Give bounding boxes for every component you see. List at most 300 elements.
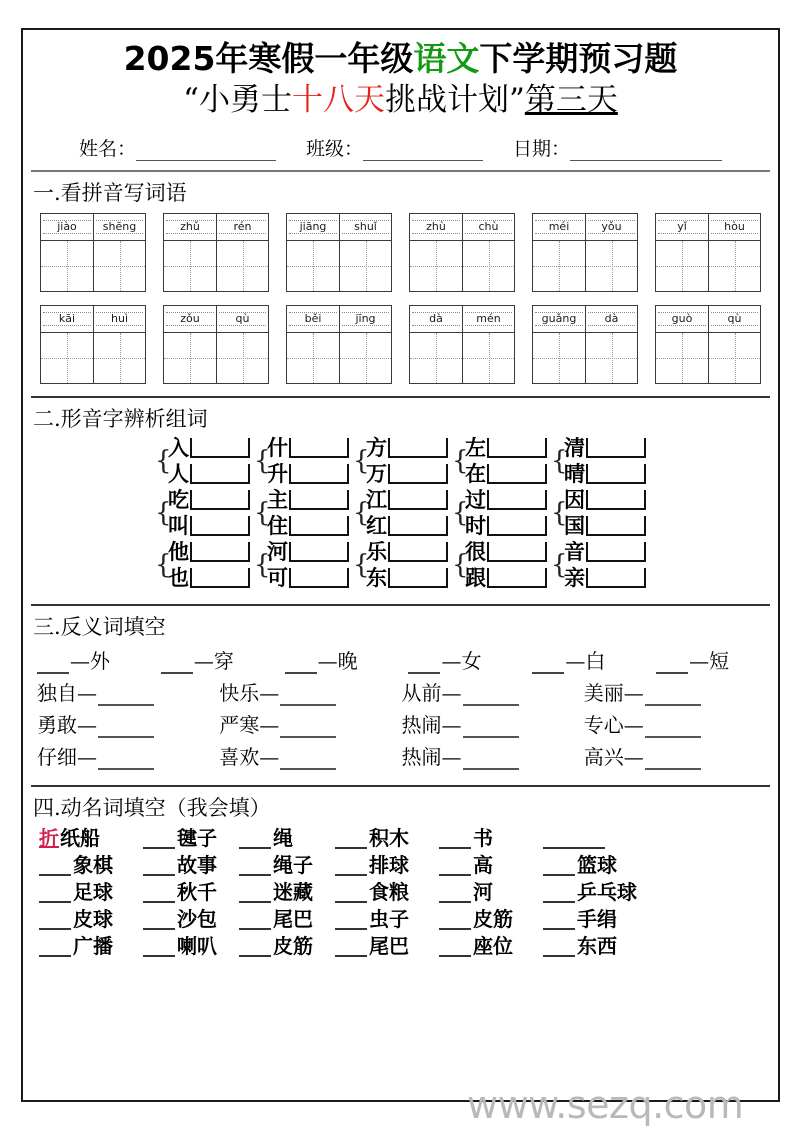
answer-bracket-box[interactable]	[190, 516, 250, 536]
page-title-line1	[23, 40, 778, 78]
homophone-character: 万	[366, 460, 387, 486]
answer-bracket-box[interactable]	[487, 516, 547, 536]
pinyin-char-cell[interactable]	[533, 306, 585, 383]
brace-icon: {	[353, 549, 370, 580]
answer-blank[interactable]	[143, 943, 175, 957]
answer-bracket-box[interactable]	[289, 438, 349, 458]
homophone-character: 主	[267, 486, 288, 512]
pinyin-label-cell	[463, 306, 514, 333]
date-label: 日期：	[513, 137, 571, 160]
student-info-row	[23, 134, 778, 161]
pinyin-char-cell[interactable]	[164, 306, 216, 383]
answer-bracket-box[interactable]	[388, 542, 448, 562]
writing-grid-square[interactable]	[656, 241, 708, 291]
date-input-line[interactable]	[570, 144, 722, 161]
answer-blank[interactable]	[645, 755, 701, 770]
homophone-line	[168, 460, 250, 486]
pinyin-char-cell[interactable]	[462, 214, 514, 291]
antonym-word: 仔细—	[37, 744, 97, 769]
brace-icon: {	[254, 445, 271, 476]
answer-bracket-box[interactable]	[289, 490, 349, 510]
answer-bracket-box[interactable]	[487, 464, 547, 484]
homophone-line	[366, 434, 448, 460]
antonym-word: —外	[70, 648, 110, 673]
name-input-line[interactable]	[136, 144, 276, 161]
homophone-character: 清	[564, 434, 585, 460]
homophone-column	[254, 434, 349, 590]
answer-bracket-box[interactable]	[289, 516, 349, 536]
answer-bracket-box[interactable]	[388, 438, 448, 458]
pinyin-char-cell[interactable]	[533, 214, 585, 291]
homophone-line	[564, 538, 646, 564]
antonym-word: 勇敢—	[37, 712, 97, 737]
pinyin-label-cell	[340, 214, 391, 241]
answer-blank[interactable]	[239, 943, 271, 957]
writing-grid-square[interactable]	[164, 241, 216, 291]
answer-bracket-box[interactable]	[586, 542, 646, 562]
pinyin-text: hòu	[724, 220, 745, 234]
verb-noun-item	[543, 827, 673, 849]
writing-grid-square[interactable]	[410, 333, 462, 383]
title-suffix: 下学期预习题	[479, 39, 678, 78]
pinyin-text: méi	[548, 220, 570, 234]
pinyin-word-box[interactable]	[40, 305, 146, 384]
brace-icon: {	[155, 445, 172, 476]
pinyin-text: chù	[478, 220, 499, 234]
homophone-line	[267, 538, 349, 564]
antonym-first-row	[37, 645, 764, 674]
homophone-character: 可	[267, 564, 288, 590]
pinyin-label-cell	[287, 214, 339, 241]
antonym-word: 快乐—	[219, 680, 280, 705]
answer-blank[interactable]	[543, 835, 605, 849]
homophone-pair	[254, 486, 349, 538]
pinyin-text: shēng	[102, 220, 137, 234]
homophone-line	[267, 460, 349, 486]
answer-blank[interactable]	[143, 889, 175, 903]
homophone-line	[168, 564, 250, 590]
writing-grid-square[interactable]	[94, 333, 145, 383]
answer-blank[interactable]	[239, 916, 271, 930]
answer-blank[interactable]	[543, 862, 575, 876]
noun-word: 秋千	[177, 879, 217, 904]
homophone-character: 吃	[168, 486, 189, 512]
subtitle-day-number: 第三天	[524, 81, 618, 118]
pinyin-word-box[interactable]	[655, 305, 761, 384]
pinyin-char-cell[interactable]	[287, 306, 339, 383]
writing-grid-square[interactable]	[217, 333, 268, 383]
answer-bracket-box[interactable]	[190, 568, 250, 588]
homophone-pair-lines	[564, 434, 646, 486]
antonym-item	[584, 709, 764, 738]
answer-blank[interactable]	[280, 723, 336, 738]
answer-blank[interactable]	[37, 659, 69, 674]
verb-noun-item	[143, 935, 239, 957]
verb-noun-item	[439, 881, 543, 903]
brace-icon: {	[353, 497, 370, 528]
antonym-item	[37, 677, 217, 706]
homophone-line	[465, 512, 547, 538]
answer-blank[interactable]	[543, 916, 575, 930]
pinyin-text: zhù	[426, 220, 446, 234]
noun-word: 纸船	[60, 825, 100, 850]
homophone-pair-lines	[366, 538, 448, 590]
pinyin-char-cell[interactable]	[708, 306, 760, 383]
answer-blank[interactable]	[439, 889, 471, 903]
noun-word: 尾巴	[273, 906, 313, 931]
pinyin-word-box[interactable]	[532, 213, 638, 292]
noun-word: 绳子	[273, 852, 313, 877]
pinyin-label-cell	[709, 214, 760, 241]
writing-grid-square[interactable]	[287, 333, 339, 383]
verb-noun-row	[39, 854, 762, 876]
answer-blank[interactable]	[143, 916, 175, 930]
answer-blank[interactable]	[408, 659, 440, 674]
homophone-character: 过	[465, 486, 486, 512]
homophone-character: 音	[564, 538, 585, 564]
answer-blank[interactable]	[543, 889, 575, 903]
noun-word: 乒乓球	[577, 879, 637, 904]
antonym-prefix-item	[532, 645, 640, 674]
pinyin-char-cell[interactable]	[585, 306, 637, 383]
brace-icon: {	[452, 497, 469, 528]
worksheet-page	[21, 28, 780, 1127]
name-label: 姓名：	[78, 137, 136, 160]
writing-grid-square[interactable]	[94, 241, 145, 291]
pinyin-word-box[interactable]	[409, 213, 515, 292]
writing-grid-square[interactable]	[656, 333, 708, 383]
pinyin-word-box[interactable]	[163, 305, 269, 384]
answer-blank[interactable]	[335, 916, 367, 930]
homophone-line	[267, 564, 349, 590]
answer-blank[interactable]	[143, 862, 175, 876]
homophone-pair-lines	[168, 434, 250, 486]
antonym-prefix-item	[161, 645, 269, 674]
homophone-pair	[353, 538, 448, 590]
pinyin-label-cell	[164, 306, 216, 333]
answer-bracket-box[interactable]	[289, 464, 349, 484]
answer-bracket-box[interactable]	[487, 490, 547, 510]
answer-blank[interactable]	[280, 755, 336, 770]
answer-bracket-box[interactable]	[388, 516, 448, 536]
noun-word: 毽子	[177, 825, 217, 850]
homophone-line	[564, 564, 646, 590]
pinyin-char-cell[interactable]	[708, 214, 760, 291]
writing-grid-square[interactable]	[340, 241, 391, 291]
homophone-character: 国	[564, 512, 585, 538]
pinyin-word-box[interactable]	[163, 213, 269, 292]
verb-noun-item	[143, 827, 239, 849]
answer-blank[interactable]	[280, 691, 336, 706]
homophone-line	[366, 538, 448, 564]
answer-bracket-box[interactable]	[289, 542, 349, 562]
writing-grid-square[interactable]	[709, 333, 760, 383]
brace-icon: {	[254, 497, 271, 528]
date-field-group	[513, 134, 722, 161]
verb-noun-item	[439, 908, 543, 930]
writing-grid-square[interactable]	[586, 333, 637, 383]
homophone-pair	[452, 538, 547, 590]
answer-blank[interactable]	[645, 691, 701, 706]
writing-grid-square[interactable]	[340, 333, 391, 383]
antonym-prefix-item	[37, 645, 145, 674]
answer-bracket-box[interactable]	[388, 490, 448, 510]
homophone-line	[366, 486, 448, 512]
answer-bracket-box[interactable]	[586, 464, 646, 484]
noun-word: 故事	[177, 852, 217, 877]
brace-icon: {	[551, 549, 568, 580]
writing-grid-square[interactable]	[41, 333, 93, 383]
homophone-pair	[254, 434, 349, 486]
homophone-character: 亲	[564, 564, 585, 590]
homophone-line	[564, 460, 646, 486]
pinyin-char-cell[interactable]	[41, 306, 93, 383]
verb-noun-row	[39, 935, 762, 957]
answer-blank[interactable]	[645, 723, 701, 738]
subtitle-mid: 挑战计划”	[385, 81, 525, 118]
pinyin-word-box[interactable]	[532, 305, 638, 384]
answer-bracket-box[interactable]	[487, 542, 547, 562]
pinyin-char-cell[interactable]	[93, 306, 145, 383]
pinyin-row	[23, 213, 778, 292]
homophone-column	[353, 434, 448, 590]
pinyin-text: yǐ	[677, 220, 687, 234]
answer-blank[interactable]	[239, 835, 271, 849]
answer-blank[interactable]	[439, 916, 471, 930]
writing-grid-square[interactable]	[463, 333, 514, 383]
answer-blank[interactable]	[143, 835, 175, 849]
homophone-character: 晴	[564, 460, 585, 486]
noun-word: 虫子	[369, 906, 409, 931]
homophone-pair	[155, 538, 250, 590]
homophone-column	[551, 434, 646, 590]
verb-noun-item	[543, 854, 673, 876]
homophone-pair-lines	[168, 486, 250, 538]
pinyin-row	[23, 305, 778, 384]
answer-bracket-box[interactable]	[586, 568, 646, 588]
answer-blank[interactable]	[543, 943, 575, 957]
answer-blank[interactable]	[335, 835, 367, 849]
antonym-item	[402, 741, 582, 770]
pinyin-char-cell[interactable]	[216, 306, 268, 383]
homophone-line	[366, 512, 448, 538]
class-input-line[interactable]	[363, 144, 483, 161]
noun-word: 迷藏	[273, 879, 313, 904]
noun-word: 书	[473, 825, 493, 850]
writing-grid-square[interactable]	[217, 241, 268, 291]
verb-noun-item	[39, 935, 143, 957]
pinyin-text: guǎng	[541, 312, 577, 326]
verb-noun-row	[39, 908, 762, 930]
answer-blank[interactable]	[39, 862, 71, 876]
subtitle-days-highlight: 十八天	[292, 81, 385, 118]
answer-blank[interactable]	[98, 691, 154, 706]
verb-noun-item	[239, 881, 335, 903]
answer-blank[interactable]	[463, 723, 519, 738]
verb-noun-item	[439, 935, 543, 957]
pinyin-char-cell[interactable]	[585, 214, 637, 291]
antonym-word: 专心—	[583, 712, 644, 737]
homophone-character: 人	[168, 460, 189, 486]
noun-word: 喇叭	[177, 933, 217, 958]
antonym-row	[37, 741, 764, 770]
homophone-character: 住	[267, 512, 288, 538]
answer-blank[interactable]	[656, 659, 688, 674]
brace-icon: {	[353, 445, 370, 476]
section-4-heading: 四.动名词填空（我会填）	[33, 795, 271, 820]
name-field-group	[79, 134, 276, 161]
answer-blank[interactable]	[239, 889, 271, 903]
answer-blank[interactable]	[463, 691, 519, 706]
pinyin-text: zǒu	[180, 312, 200, 326]
antonym-prefix-item	[285, 645, 393, 674]
answer-bracket-box[interactable]	[190, 490, 250, 510]
pinyin-char-cell[interactable]	[41, 214, 93, 291]
pinyin-label-cell	[533, 306, 585, 333]
pinyin-text: rén	[233, 220, 252, 234]
homophone-pair-lines	[465, 486, 547, 538]
writing-grid-square[interactable]	[41, 241, 93, 291]
writing-grid-square[interactable]	[533, 241, 585, 291]
noun-word: 皮筋	[473, 906, 513, 931]
homophone-line	[465, 460, 547, 486]
homophone-pair-lines	[267, 486, 349, 538]
antonym-item	[402, 677, 582, 706]
answer-blank[interactable]	[98, 755, 154, 770]
brace-icon: {	[452, 549, 469, 580]
noun-word: 排球	[369, 852, 409, 877]
homophone-pair	[551, 538, 646, 590]
verb-noun-item	[543, 908, 673, 930]
homophone-line	[564, 512, 646, 538]
answer-blank[interactable]	[532, 659, 564, 674]
writing-grid-square[interactable]	[709, 241, 760, 291]
homophone-line	[168, 538, 250, 564]
verb-noun-item	[335, 881, 439, 903]
pinyin-word-box[interactable]	[409, 305, 515, 384]
writing-grid-square[interactable]	[164, 333, 216, 383]
answer-blank[interactable]	[39, 916, 71, 930]
answer-bracket-box[interactable]	[388, 464, 448, 484]
answer-blank[interactable]	[98, 723, 154, 738]
section-2-heading: 二.形音字辨析组词	[33, 406, 208, 431]
pinyin-label-cell	[94, 214, 145, 241]
writing-grid-square[interactable]	[586, 241, 637, 291]
pinyin-text: qù	[727, 312, 742, 326]
homophone-line	[168, 512, 250, 538]
homophone-pair-lines	[564, 486, 646, 538]
pinyin-label-cell	[217, 306, 268, 333]
pinyin-char-cell[interactable]	[462, 306, 514, 383]
pinyin-label-cell	[410, 306, 462, 333]
pinyin-char-cell[interactable]	[164, 214, 216, 291]
noun-word: 座位	[473, 933, 513, 958]
answer-blank[interactable]	[161, 659, 193, 674]
writing-grid-square[interactable]	[410, 241, 462, 291]
pinyin-char-cell[interactable]	[410, 214, 462, 291]
subtitle-open: “小勇士	[183, 81, 292, 118]
pinyin-label-cell	[533, 214, 585, 241]
answer-blank[interactable]	[335, 862, 367, 876]
answer-bracket-box[interactable]	[586, 438, 646, 458]
pinyin-word-box[interactable]	[655, 213, 761, 292]
answer-blank[interactable]	[439, 835, 471, 849]
verb-noun-item	[543, 935, 673, 957]
answer-blank[interactable]	[39, 943, 71, 957]
pinyin-word-box[interactable]	[286, 305, 392, 384]
pinyin-text: huì	[111, 312, 128, 326]
pinyin-word-box[interactable]	[286, 213, 392, 292]
verb-noun-item	[39, 881, 143, 903]
writing-grid-square[interactable]	[463, 241, 514, 291]
antonym-item	[402, 709, 582, 738]
homophone-pair-lines	[366, 486, 448, 538]
answer-blank[interactable]	[463, 755, 519, 770]
answer-blank[interactable]	[439, 862, 471, 876]
pinyin-char-cell[interactable]	[656, 306, 708, 383]
answer-blank[interactable]	[439, 943, 471, 957]
homophone-pair-lines	[465, 538, 547, 590]
homophone-character: 东	[366, 564, 387, 590]
answer-bracket-box[interactable]	[487, 438, 547, 458]
pinyin-char-cell[interactable]	[339, 214, 391, 291]
pinyin-text: dà	[429, 312, 443, 326]
pinyin-char-cell[interactable]	[656, 214, 708, 291]
answer-bracket-box[interactable]	[190, 438, 250, 458]
answer-blank[interactable]	[39, 889, 71, 903]
answer-blank[interactable]	[335, 889, 367, 903]
class-label: 班级：	[305, 137, 363, 160]
antonym-row	[37, 709, 764, 738]
answer-bracket-box[interactable]	[586, 516, 646, 536]
homophone-pair	[155, 486, 250, 538]
pinyin-char-cell[interactable]	[410, 306, 462, 383]
brace-icon: {	[551, 497, 568, 528]
homophone-pair-lines	[564, 538, 646, 590]
answer-bracket-box[interactable]	[487, 568, 547, 588]
answer-bracket-box[interactable]	[190, 464, 250, 484]
verb-noun-item	[239, 827, 335, 849]
pinyin-word-box[interactable]	[40, 213, 146, 292]
answer-bracket-box[interactable]	[190, 542, 250, 562]
answer-bracket-box[interactable]	[289, 568, 349, 588]
pinyin-char-cell[interactable]	[339, 306, 391, 383]
answer-bracket-box[interactable]	[586, 490, 646, 510]
homophone-line	[465, 538, 547, 564]
verb-noun-item	[239, 935, 335, 957]
antonym-prefix-item	[656, 645, 764, 674]
pinyin-char-cell[interactable]	[287, 214, 339, 291]
brace-icon: {	[155, 549, 172, 580]
pinyin-text: jīng	[355, 312, 376, 326]
pinyin-text: zhǔ	[180, 220, 200, 234]
answer-blank[interactable]	[335, 943, 367, 957]
answer-blank[interactable]	[239, 862, 271, 876]
pinyin-text: guò	[671, 312, 693, 326]
writing-grid-square[interactable]	[533, 333, 585, 383]
writing-grid-square[interactable]	[287, 241, 339, 291]
answer-bracket-box[interactable]	[388, 568, 448, 588]
pinyin-char-cell[interactable]	[216, 214, 268, 291]
homophone-line	[564, 486, 646, 512]
pinyin-char-cell[interactable]	[93, 214, 145, 291]
answer-blank[interactable]	[285, 659, 317, 674]
homophone-line	[465, 564, 547, 590]
homophone-line	[366, 460, 448, 486]
pinyin-label-cell	[94, 306, 145, 333]
homophone-pair-lines	[267, 434, 349, 486]
antonym-word: 独自—	[37, 680, 97, 705]
